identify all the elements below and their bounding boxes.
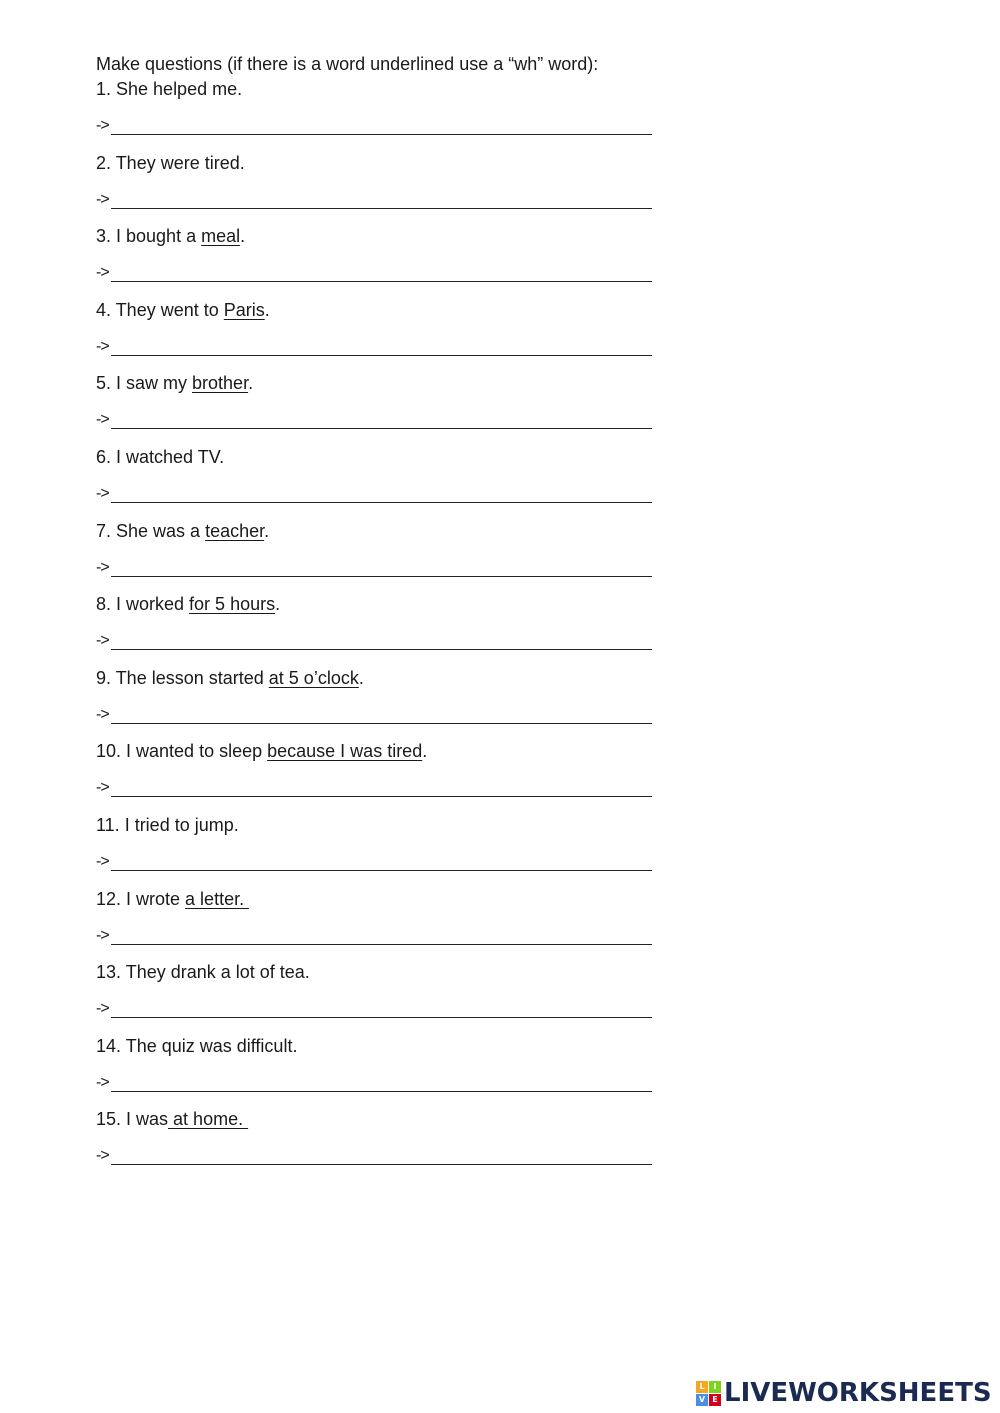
answer-input[interactable] [111, 629, 652, 650]
arrow-marker: -> [96, 1147, 109, 1164]
prompt-punctuation: . [240, 226, 246, 246]
underlined-word: Paris [223, 300, 265, 320]
question-item [96, 77, 656, 138]
answer-input[interactable] [111, 188, 652, 209]
answer-row [96, 556, 656, 580]
logo-block: E [709, 1394, 721, 1406]
prompt-text: 5. I saw my [96, 373, 193, 393]
prompt-text: 10. I wanted to sleep [96, 741, 268, 761]
arrow-marker: -> [96, 1000, 109, 1017]
prompt-punctuation: . [264, 300, 270, 320]
answer-input[interactable] [111, 261, 652, 282]
arrow-marker: -> [96, 411, 109, 428]
question-prompt [96, 151, 656, 175]
question-prompt [96, 371, 656, 395]
prompt-text: 7. She was a [96, 521, 206, 541]
question-item [96, 666, 656, 727]
prompt-text: 15. I was [96, 1109, 169, 1129]
answer-input[interactable] [111, 1071, 652, 1092]
answer-row [96, 924, 656, 948]
answer-input[interactable] [111, 114, 652, 135]
answer-input[interactable] [111, 776, 652, 797]
question-item [96, 151, 656, 212]
underlined-word: meal [201, 226, 241, 246]
question-prompt [96, 445, 656, 469]
logo-block: V [696, 1394, 708, 1406]
answer-row [96, 261, 656, 285]
arrow-marker: -> [96, 264, 109, 281]
arrow-marker: -> [96, 559, 109, 576]
logo-block: I [709, 1381, 721, 1393]
prompt-text: 2. They were tired. [96, 153, 245, 173]
answer-row [96, 629, 656, 653]
question-item [96, 1034, 656, 1095]
arrow-marker: -> [96, 485, 109, 502]
prompt-punctuation: . [358, 668, 364, 688]
question-prompt [96, 887, 656, 911]
arrow-marker: -> [96, 338, 109, 355]
question-item [96, 371, 656, 432]
answer-input[interactable] [111, 408, 652, 429]
answer-row [96, 703, 656, 727]
instructions-text: Make questions (if there is a word underlined use a “wh” word): [96, 54, 599, 74]
underlined-word: for 5 hours [189, 594, 276, 614]
answer-input[interactable] [111, 924, 652, 945]
prompt-text: 8. I worked [96, 594, 190, 614]
underlined-word: because I was tired [267, 741, 423, 761]
question-prompt [96, 1107, 656, 1131]
question-item [96, 298, 656, 359]
arrow-marker: -> [96, 853, 109, 870]
arrow-marker: -> [96, 632, 109, 649]
prompt-text: 13. They drank a lot of tea. [96, 962, 310, 982]
question-prompt [96, 519, 656, 543]
prompt-punctuation: . [264, 521, 270, 541]
arrow-marker: -> [96, 706, 109, 723]
question-item [96, 592, 656, 653]
prompt-text: 6. I watched TV. [96, 447, 225, 467]
arrow-marker: -> [96, 191, 109, 208]
underlined-word: teacher [205, 521, 265, 541]
question-prompt [96, 1034, 656, 1058]
question-item [96, 739, 656, 800]
prompt-text: 12. I wrote [96, 889, 186, 909]
prompt-punctuation: . [248, 373, 254, 393]
question-item [96, 960, 656, 1021]
answer-row [96, 1144, 656, 1168]
answer-row [96, 408, 656, 432]
question-item [96, 445, 656, 506]
underlined-word: at home. [168, 1109, 249, 1129]
prompt-text: 9. The lesson started [96, 668, 269, 688]
underlined-word: brother [192, 373, 249, 393]
logo-block: L [696, 1381, 708, 1393]
question-prompt [96, 224, 656, 248]
question-item [96, 887, 656, 948]
answer-row [96, 188, 656, 212]
question-prompt [96, 298, 656, 322]
prompt-punctuation: . [422, 741, 428, 761]
answer-row [96, 482, 656, 506]
prompt-text: 1. She helped me. [96, 79, 243, 99]
answer-input[interactable] [111, 850, 652, 871]
question-item [96, 813, 656, 874]
prompt-punctuation: . [275, 594, 281, 614]
prompt-text: 11. I tried to jump. [96, 815, 239, 835]
question-item [96, 224, 656, 285]
answer-row [96, 997, 656, 1021]
arrow-marker: -> [96, 927, 109, 944]
answer-input[interactable] [111, 482, 652, 503]
answer-row [96, 335, 656, 359]
prompt-text: 4. They went to [96, 300, 224, 320]
answer-row [96, 1071, 656, 1095]
question-prompt [96, 77, 656, 101]
answer-input[interactable] [111, 1144, 652, 1165]
logo-blocks-icon [696, 1381, 721, 1406]
question-prompt [96, 666, 656, 690]
underlined-word: a letter. [185, 889, 250, 909]
answer-input[interactable] [111, 556, 652, 577]
underlined-word: at 5 o’clock [268, 668, 359, 688]
answer-input[interactable] [111, 703, 652, 724]
answer-row [96, 850, 656, 874]
arrow-marker: -> [96, 117, 109, 134]
liveworksheets-logo [696, 1378, 992, 1408]
prompt-text: 14. The quiz was difficult. [96, 1036, 298, 1056]
question-prompt [96, 813, 656, 837]
question-item [96, 1107, 656, 1168]
prompt-text: 3. I bought a [96, 226, 202, 246]
question-prompt [96, 592, 656, 616]
logo-text: LIVEWORKSHEETS [724, 1378, 992, 1408]
answer-input[interactable] [111, 997, 652, 1018]
answer-row [96, 114, 656, 138]
question-prompt [96, 960, 656, 984]
arrow-marker: -> [96, 779, 109, 796]
answer-input[interactable] [111, 335, 652, 356]
answer-row [96, 776, 656, 800]
question-prompt [96, 739, 656, 763]
arrow-marker: -> [96, 1074, 109, 1091]
question-item [96, 519, 656, 580]
